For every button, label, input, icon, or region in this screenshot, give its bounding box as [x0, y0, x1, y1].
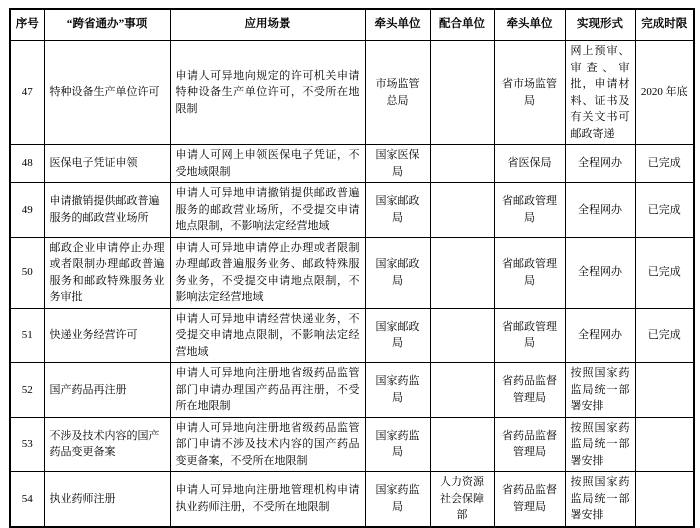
- cell-provincial-lead-unit: 省市场监管局: [494, 41, 565, 145]
- cell-serial: 52: [10, 363, 44, 418]
- cell-deadline: [635, 472, 694, 527]
- cell-lead-unit: 国家邮政局: [365, 237, 430, 308]
- cell-provincial-lead-unit: 省邮政管理局: [494, 183, 565, 238]
- header-provincial-lead-unit: 牵头单位: [494, 9, 565, 41]
- cell-implementation: 按照国家药监局统一部署安排: [565, 363, 635, 418]
- cell-scenario: 申请人可异地向规定的许可机关申请特种设备生产单位许可，不受所在地限制: [170, 41, 365, 145]
- cell-implementation: 全程网办: [565, 145, 635, 183]
- cell-deadline: 已完成: [635, 145, 694, 183]
- cell-scenario: 申请人可异地向注册地省级药品监管部门申请办理国产药品再注册，不受所在地限制: [170, 363, 365, 418]
- cell-item: 不涉及技术内容的国产药品变更备案: [44, 417, 170, 472]
- cell-implementation: 全程网办: [565, 237, 635, 308]
- cell-support-unit: [430, 183, 494, 238]
- cell-support-unit: [430, 363, 494, 418]
- cross-province-services-table: [9, 8, 695, 528]
- table-row: [10, 308, 694, 363]
- cell-provincial-lead-unit: 省药品监督管理局: [494, 363, 565, 418]
- table-row: [10, 237, 694, 308]
- cell-implementation: 全程网办: [565, 183, 635, 238]
- cell-serial: 54: [10, 472, 44, 527]
- cell-deadline: [635, 363, 694, 418]
- cell-serial: 49: [10, 183, 44, 238]
- header-scenario: 应用场景: [170, 9, 365, 41]
- header-lead-unit: 牵头单位: [365, 9, 430, 41]
- cell-serial: 53: [10, 417, 44, 472]
- cell-deadline: 2020 年底: [635, 41, 694, 145]
- cell-item: 国产药品再注册: [44, 363, 170, 418]
- cell-lead-unit: 国家医保局: [365, 145, 430, 183]
- cell-lead-unit: 国家药监局: [365, 363, 430, 418]
- cell-support-unit: [430, 417, 494, 472]
- cell-support-unit: 人力资源社会保障部: [430, 472, 494, 527]
- table-row: [10, 183, 694, 238]
- cell-provincial-lead-unit: 省医保局: [494, 145, 565, 183]
- cell-serial: 48: [10, 145, 44, 183]
- cell-deadline: 已完成: [635, 183, 694, 238]
- table-row: [10, 472, 694, 527]
- cell-implementation: 全程网办: [565, 308, 635, 363]
- header-deadline: 完成时限: [635, 9, 694, 41]
- cell-item: 医保电子凭证申领: [44, 145, 170, 183]
- cell-support-unit: [430, 145, 494, 183]
- cell-scenario: 申请人可异地向注册地省级药品监管部门申请不涉及技术内容的国产药品变更备案，不受所在地限制: [170, 417, 365, 472]
- cell-lead-unit: 国家药监局: [365, 472, 430, 527]
- cell-scenario: 申请人可异地申请停止办理或者限制办理邮政普遍服务业务、邮政特殊服务业务，不受提交申请地点限制，不影响法定经营地域: [170, 237, 365, 308]
- cell-item: 执业药师注册: [44, 472, 170, 527]
- header-support-unit: 配合单位: [430, 9, 494, 41]
- cell-lead-unit: 国家邮政局: [365, 183, 430, 238]
- cell-serial: 50: [10, 237, 44, 308]
- cell-support-unit: [430, 308, 494, 363]
- cell-serial: 51: [10, 308, 44, 363]
- cell-lead-unit: 市场监管总局: [365, 41, 430, 145]
- table-row: [10, 363, 694, 418]
- table-row: [10, 417, 694, 472]
- header-row: [10, 9, 694, 41]
- header-implementation: 实现形式: [565, 9, 635, 41]
- cell-deadline: [635, 417, 694, 472]
- cell-support-unit: [430, 237, 494, 308]
- cell-support-unit: [430, 41, 494, 145]
- cell-provincial-lead-unit: 省药品监督管理局: [494, 417, 565, 472]
- cell-item: 申请撤销提供邮政普遍服务的邮政营业场所: [44, 183, 170, 238]
- cell-serial: 47: [10, 41, 44, 145]
- cell-scenario: 申请人可异地申请撤销提供邮政普遍服务的邮政营业场所，不受提交申请地点限制，不影响法定经营地域: [170, 183, 365, 238]
- table-row: [10, 41, 694, 145]
- cell-deadline: 已完成: [635, 237, 694, 308]
- header-item: “跨省通办”事项: [44, 9, 170, 41]
- table-row: [10, 145, 694, 183]
- cell-implementation: 网上预审、审查、审批，申请材料、证书及有关文书可邮政寄递: [565, 41, 635, 145]
- cell-item: 特种设备生产单位许可: [44, 41, 170, 145]
- cell-item: 快递业务经营许可: [44, 308, 170, 363]
- cell-scenario: 申请人可异地申请经营快递业务，不受提交申请地点限制，不影响法定经营地域: [170, 308, 365, 363]
- cell-lead-unit: 国家药监局: [365, 417, 430, 472]
- cell-item: 邮政企业申请停止办理或者限制办理邮政普遍服务和邮政特殊服务业务审批: [44, 237, 170, 308]
- cell-provincial-lead-unit: 省邮政管理局: [494, 237, 565, 308]
- cell-provincial-lead-unit: 省药品监督管理局: [494, 472, 565, 527]
- cell-implementation: 按照国家药监局统一部署安排: [565, 417, 635, 472]
- cell-lead-unit: 国家邮政局: [365, 308, 430, 363]
- cell-deadline: 已完成: [635, 308, 694, 363]
- cell-scenario: 申请人可异地向注册地管理机构申请执业药师注册，不受所在地限制: [170, 472, 365, 527]
- cell-implementation: 按照国家药监局统一部署安排: [565, 472, 635, 527]
- header-serial: 序号: [10, 9, 44, 41]
- cell-scenario: 申请人可网上申领医保电子凭证，不受地域限制: [170, 145, 365, 183]
- cell-provincial-lead-unit: 省邮政管理局: [494, 308, 565, 363]
